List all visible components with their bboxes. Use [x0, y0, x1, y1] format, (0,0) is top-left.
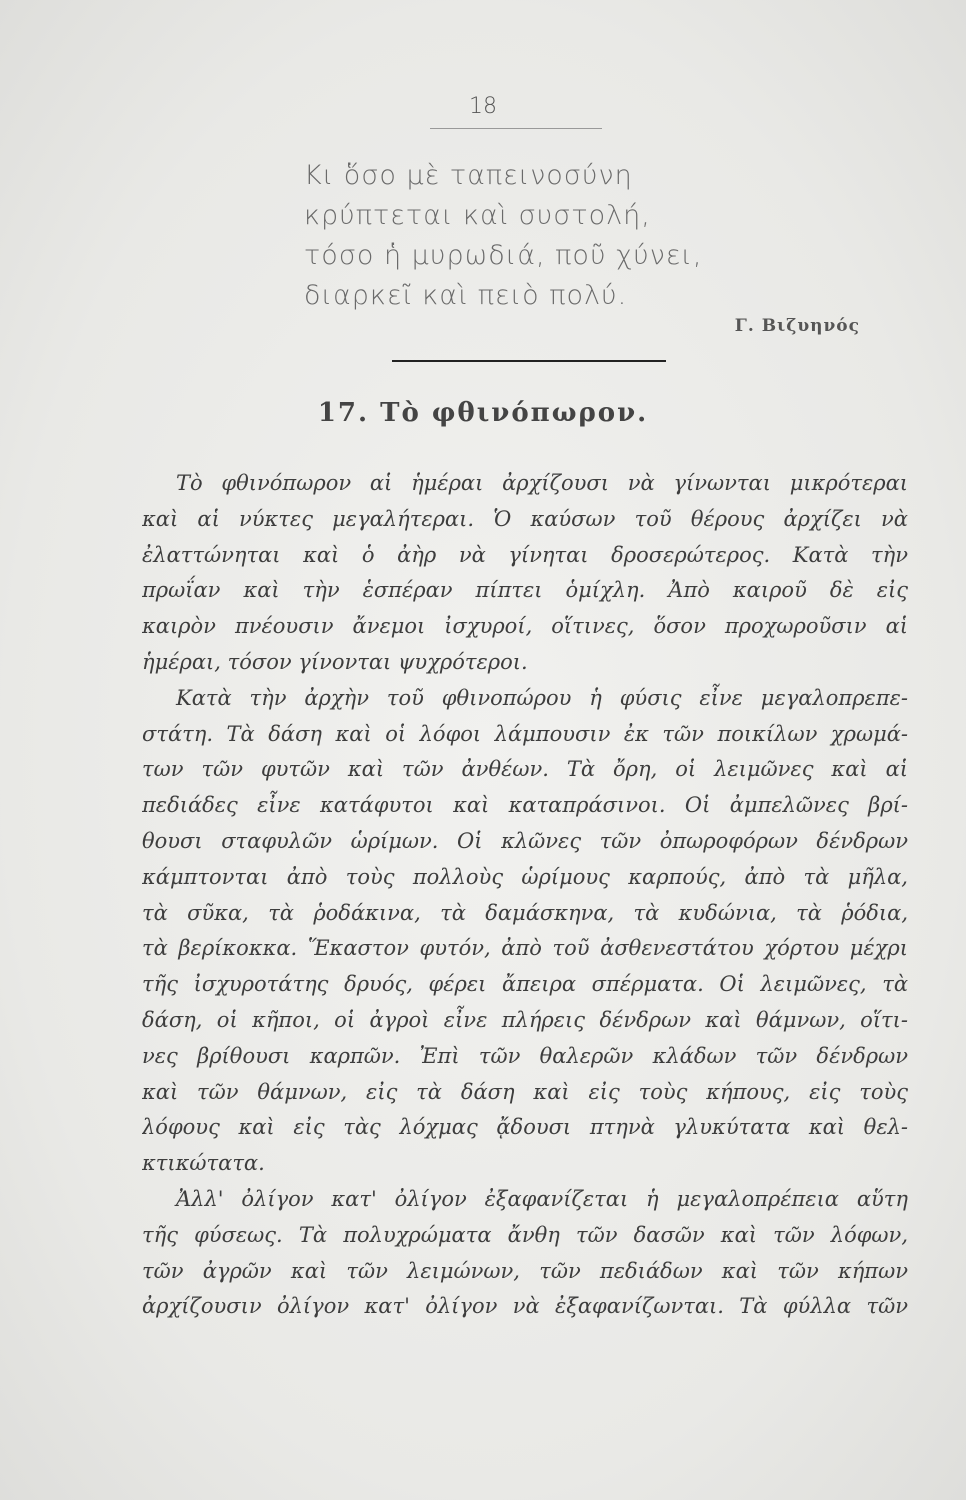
poem-stanza [304, 156, 702, 316]
text-line: δάση, οἱ κῆποι, οἱ ἀγροὶ εἶνε πλήρεις δένδρων καὶ θάμνων, οἵτι- [142, 1007, 908, 1032]
section-heading: 17. Τὸ φθινόπωρον. [317, 398, 649, 428]
text-line: ἐλαττώνηται καὶ ὁ ἀὴρ νὰ γίνηται δροσερώτερος. Κατὰ τὴν [142, 542, 908, 567]
text-line: Κατὰ τὴν ἀρχὴν τοῦ φθινοπώρου ἡ φύσις εἶνε μεγαλοπρεπε- [176, 685, 908, 710]
text-line: καὶ τῶν θάμνων, εἰς τὰ δάση καὶ εἰς τοὺς κήπους, εἰς τοὺς [142, 1079, 908, 1104]
text-line: ἀρχίζουσιν ὀλίγον κατ' ὀλίγον νὰ ἐξαφανίζωνται. Τὰ φύλλα τῶν [142, 1294, 908, 1319]
poem-line: τόσο ἡ μυρωδιά, ποῦ χύνει, [304, 240, 703, 271]
text-line: νες βρίθουσι καρπῶν. Ἐπὶ τῶν θαλερῶν κλάδων τῶν δένδρων [142, 1043, 908, 1068]
text-line: πεδιάδες εἶνε κατάφυτοι καὶ καταπράσινοι. Οἱ ἀμπελῶνες βρί- [142, 793, 908, 818]
page-number: 18 [469, 94, 497, 119]
text-line: Ἀλλ' ὀλίγον κατ' ὀλίγον ἐξαφανίζεται ἡ μεγαλοπρέπεια αὕτη [176, 1186, 908, 1211]
body-text [142, 466, 908, 1325]
text-line: Τὸ φθινόπωρον αἱ ἡμέραι ἀρχίζουσι νὰ γίνωνται μικρότεραι [176, 471, 908, 495]
text-line: τῆς ἰσχυροτάτης δρυός, φέρει ἄπειρα σπέρματα. Οἱ λειμῶνες, τὰ [142, 972, 908, 997]
text-line: λόφους καὶ εἰς τὰς λόχμας ᾄδουσι πτηνὰ γλυκύτατα καὶ θελ- [142, 1115, 908, 1140]
text-line: κάμπτονται ἀπὸ τοὺς πολλοὺς ὡρίμους καρπούς, ἀπὸ τὰ μῆλα, [142, 864, 908, 889]
text-line: των τῶν φυτῶν καὶ τῶν ἀνθέων. Τὰ ὄρη, οἱ λειμῶνες καὶ αἱ [142, 757, 908, 782]
poem-line: κρύπτεται καὶ συστολή, [304, 200, 651, 231]
text-line: στάτη. Τὰ δάση καὶ οἱ λόφοι λάμπουσιν ἐκ τῶν ποικίλων χρωμά- [142, 721, 908, 746]
text-line: ἡμέραι, τόσον γίνονται ψυχρότεροι. [142, 649, 528, 674]
text-line: καιρὸν πνέουσιν ἄνεμοι ἰσχυροί, οἵτινες, ὅσον προχωροῦσιν αἱ [142, 614, 908, 639]
text-line: καὶ αἱ νύκτες μεγαλήτεραι. Ὁ καύσων τοῦ θέρους ἀρχίζει νὰ [142, 506, 908, 531]
text-line: θουσι σταφυλῶν ὡρίμων. Οἱ κλῶνες τῶν ὀπωροφόρων δένδρων [142, 828, 908, 853]
section-divider [392, 360, 666, 362]
text-line: τῶν ἀγρῶν καὶ τῶν λειμώνων, τῶν πεδιάδων καὶ τῶν κήπων [142, 1258, 908, 1283]
poem-author: Γ. Βιζυηνός [734, 316, 860, 336]
text-line: τὰ βερίκοκκα. Ἕκαστον φυτόν, ἀπὸ τοῦ ἀσθενεστάτου χόρτου μέχρι [142, 936, 908, 961]
poem-line: διαρκεῖ καὶ πειὸ πολύ. [304, 280, 628, 311]
poem-line: Κι ὅσο μὲ ταπεινοσύνη [304, 160, 633, 191]
text-line: πρωΐαν καὶ τὴν ἑσπέραν πίπτει ὁμίχλη. Ἀπὸ καιροῦ δὲ εἰς [142, 578, 908, 603]
text-line: τῆς φύσεως. Τὰ πολυχρώματα ἄνθη τῶν δασῶν καὶ τῶν λόφων, [142, 1222, 908, 1247]
text-line: τὰ σῦκα, τὰ ῥοδάκινα, τὰ δαμάσκηνα, τὰ κυδώνια, τὰ ῥόδια, [142, 900, 908, 925]
text-line: κτικώτατα. [142, 1151, 265, 1176]
header-rule [430, 128, 602, 129]
